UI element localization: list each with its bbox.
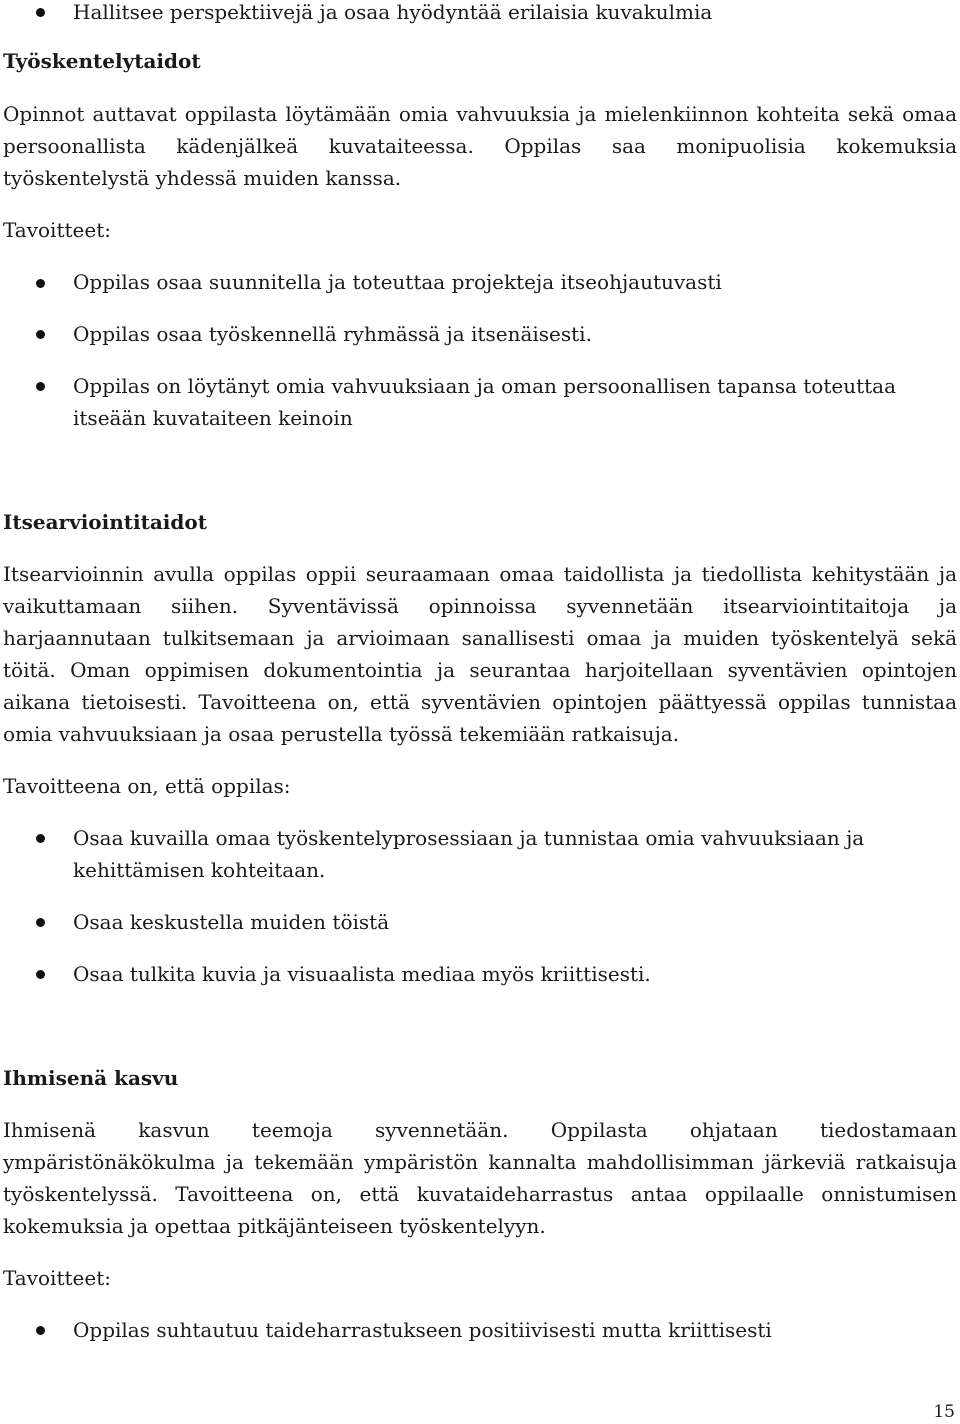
bullet-icon xyxy=(36,1326,45,1335)
section-heading-itsearviointitaidot: Itsearviointitaidot xyxy=(3,510,207,534)
section-heading-tyoskentelytaidot: Työskentelytaidot xyxy=(3,49,201,73)
paragraph-line: ympäristönäkökulma ja tekemään ympäristön kannalta mahdollisimman järkeviä ratkaisuja xyxy=(3,1150,957,1174)
goals-label: Tavoitteet: xyxy=(3,218,111,242)
paragraph-line: töitä. Oman oppimisen dokumentointia ja seurantaa harjoitellaan syventävien opintojen xyxy=(3,658,957,682)
paragraph-line: Ihmisenä kasvun teemoja syvennetään. Oppilasta ohjataan tiedostamaan xyxy=(3,1118,957,1142)
paragraph-line: persoonallista kädenjälkeä kuvataiteessa. Oppilas saa monipuolisia kokemuksia xyxy=(3,134,957,158)
bullet-icon xyxy=(36,382,45,391)
bullet-icon xyxy=(36,918,45,927)
goal-item: Osaa kuvailla omaa työskentelyprosessiaan ja tunnistaa omia vahvuuksiaan ja xyxy=(73,826,865,850)
goal-item: Oppilas on löytänyt omia vahvuuksiaan ja oman persoonallisen tapansa toteuttaa xyxy=(73,374,896,398)
bullet-icon xyxy=(36,834,45,843)
section-heading-ihmisena-kasvu: Ihmisenä kasvu xyxy=(3,1066,179,1090)
goal-item: Oppilas osaa suunnitella ja toteuttaa projekteja itseohjautuvasti xyxy=(73,270,722,294)
paragraph-line: vaikuttamaan siihen. Syventävissä opinnoissa syvennetään itsearviointitaitoja ja xyxy=(3,594,957,618)
bullet-icon xyxy=(36,330,45,339)
paragraph-line: aikana tietoisesti. Tavoitteena on, että syventävien opintojen päättyessä oppilas tunnistaa xyxy=(3,690,957,714)
paragraph-line: kokemuksia ja opettaa pitkäjänteiseen työskentelyyn. xyxy=(3,1214,546,1238)
goal-item: Osaa keskustella muiden töistä xyxy=(73,910,390,934)
page-number: 15 xyxy=(933,1402,955,1422)
paragraph-line: Opinnot auttavat oppilasta löytämään omia vahvuuksia ja mielenkiinnon kohteita sekä omaa xyxy=(3,102,957,126)
paragraph-line: työskentelystä yhdessä muiden kanssa. xyxy=(3,166,402,190)
goal-item-continuation: itseään kuvataiteen keinoin xyxy=(73,406,353,430)
goals-label: Tavoitteena on, että oppilas: xyxy=(3,774,291,798)
paragraph-line: harjaannutaan tulkitsemaan ja arvioimaan sanallisesti omaa ja muiden työskentelyä sekä xyxy=(3,626,957,650)
paragraph-line: omia vahvuuksiaan ja osaa perustella työssä tekemiään ratkaisuja. xyxy=(3,722,680,746)
paragraph-line: työskentelyssä. Tavoitteena on, että kuvataideharrastus antaa oppilaalle onnistumisen xyxy=(3,1182,957,1206)
goal-item: Osaa tulkita kuvia ja visuaalista mediaa myös kriittisesti. xyxy=(73,962,651,986)
goal-item: Oppilas suhtautuu taideharrastukseen positiivisesti mutta kriittisesti xyxy=(73,1318,772,1342)
bullet-icon xyxy=(36,279,45,288)
goals-label: Tavoitteet: xyxy=(3,1266,111,1290)
goal-item-continuation: kehittämisen kohteitaan. xyxy=(73,858,326,882)
bullet-icon xyxy=(36,8,45,17)
bullet-item: Hallitsee perspektiivejä ja osaa hyödyntää erilaisia kuvakulmia xyxy=(73,0,713,24)
goal-item: Oppilas osaa työskennellä ryhmässä ja itsenäisesti. xyxy=(73,322,592,346)
bullet-icon xyxy=(36,970,45,979)
paragraph-line: Itsearvioinnin avulla oppilas oppii seuraamaan omaa taidollista ja tiedollista kehitystään ja xyxy=(3,562,957,586)
